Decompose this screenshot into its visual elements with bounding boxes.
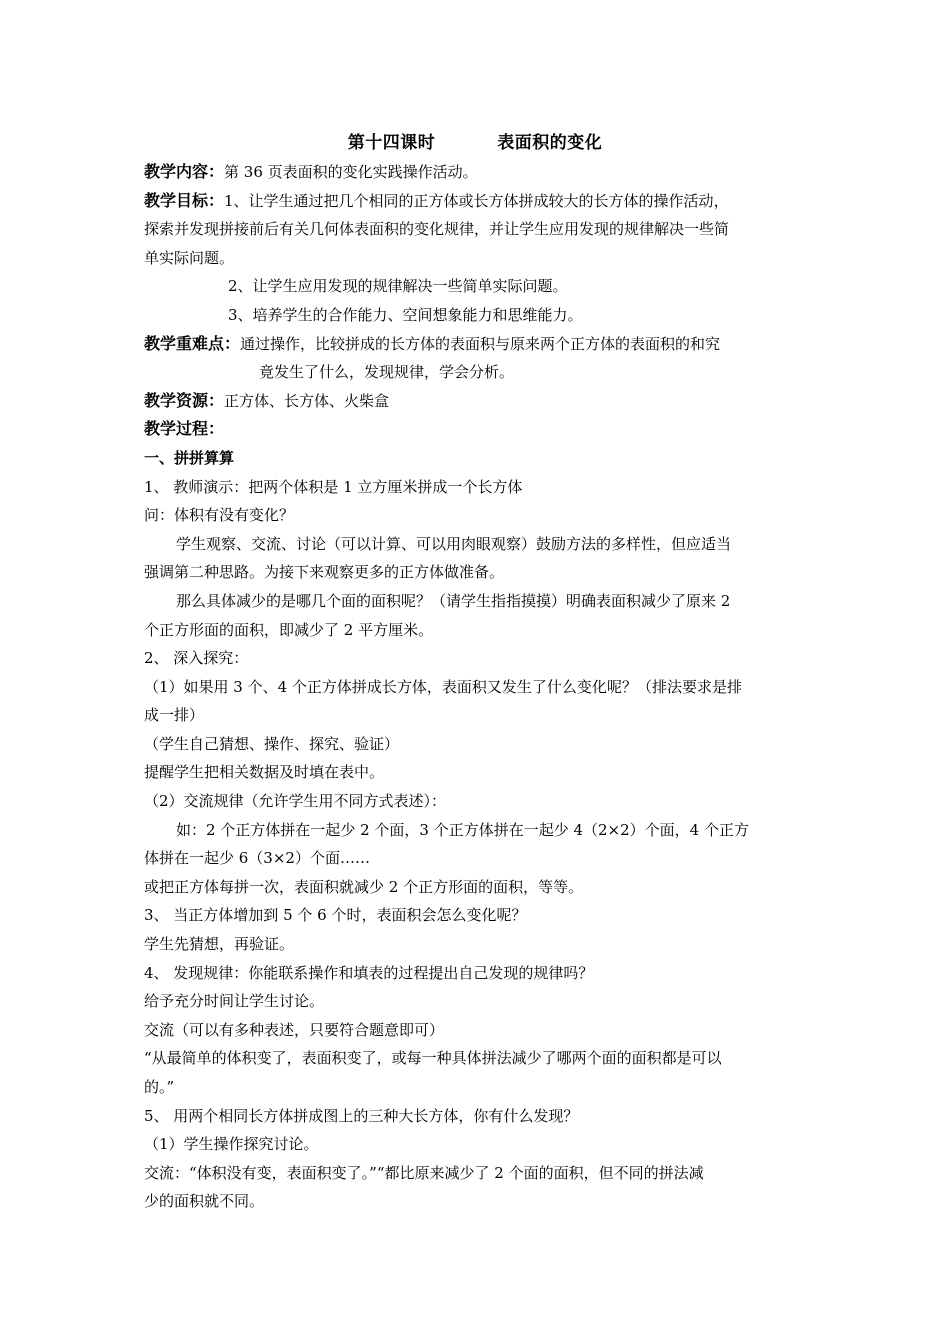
lesson-number: 第十四课时: [347, 133, 436, 153]
paragraph-line: 如：2 个正方体拼在一起少 2 个面，3 个正方体拼在一起少 4（2×2）个面，4 个正方: [176, 820, 749, 839]
paragraph-line: 学生先猜想，再验证。: [144, 935, 295, 954]
lesson-topic: 表面积的变化: [497, 133, 603, 153]
difficulty-label: 教学重难点：: [144, 333, 241, 353]
content-label: 教学内容：: [144, 162, 225, 181]
objective-1-cont: 探索并发现拼接前后有关几何体表面积的变化规律，并让学生应用发现的规律解决一些简: [144, 220, 730, 239]
resources-text: 正方体、长方体、火柴盒: [224, 391, 390, 410]
paragraph-line: 问：体积有没有变化？: [144, 506, 295, 525]
paragraph-line: 交流：“体积没有变，表面积变了。”“都比原来减少了 2 个面的面积，但不同的拼法减: [144, 1163, 704, 1182]
process-label: 教学过程：: [144, 419, 225, 439]
paragraph-line: 体拼在一起少 6（3×2）个面……: [144, 849, 370, 868]
difficulty-text: 通过操作，比较拼成的长方体的表面积与原来两个正方体的表面积的和究: [240, 334, 721, 353]
objective-1-text: 1、让学生通过把几个相同的正方体或长方体拼成较大的长方体的操作活动，: [224, 191, 729, 210]
paragraph-line: 成一排）: [144, 706, 205, 725]
objective-3: 3、培养学生的合作能力、空间想象能力和思维能力。: [228, 305, 583, 324]
document-body: [144, 158, 810, 1216]
paragraph-line: 4、 发现规律：你能联系操作和填表的过程提出自己发现的规律吗？: [144, 963, 594, 982]
paragraph-line: 5、 用两个相同长方体拼成图上的三种大长方体，你有什么发现？: [144, 1106, 579, 1125]
objective-1-end: 单实际问题。: [144, 248, 235, 267]
resources-line: [144, 387, 810, 416]
paragraph-line: 1、 教师演示：把两个体积是 1 立方厘米拼成一个长方体: [144, 477, 523, 496]
paragraph-line: 的。”: [144, 1078, 175, 1096]
paragraph-line: 给予充分时间让学生讨论。: [144, 992, 325, 1011]
paragraph-line: 或把正方体每拼一次，表面积就减少 2 个正方形面的面积，等等。: [144, 877, 584, 896]
paragraph-line: 交流（可以有多种表述，只要符合题意即可）: [144, 1020, 445, 1039]
paragraph-line: （学生自己猜想、操作、探究、验证）: [144, 734, 400, 753]
paragraph-line: 2、 深入探究：: [144, 649, 249, 668]
paragraph-line: （1）学生操作探究讨论。: [144, 1135, 319, 1154]
paragraph-line: 提醒学生把相关数据及时填在表中。: [144, 763, 385, 782]
paragraph-line: 那么具体减少的是哪几个面的面积呢？（请学生指指摸摸）明确表面积减少了原来 2: [176, 591, 731, 610]
objectives-line: [144, 187, 810, 216]
paragraph-line: 强调第二种思路。为接下来观察更多的正方体做准备。: [144, 563, 505, 582]
page-title: [0, 128, 950, 153]
resources-label: 教学资源：: [144, 390, 225, 410]
paragraph-line: “从最简单的体积变了，表面积变了，或每一种具体拼法减少了哪两个面的面积都是可以: [144, 1049, 722, 1068]
objectives-label: 教学目标：: [144, 190, 225, 210]
paragraph-line: （1）如果用 3 个、4 个正方体拼成长方体，表面积又发生了什么变化呢？（排法要求是排: [144, 677, 742, 696]
content-line: [144, 158, 810, 187]
objective-2: 2、让学生应用发现的规律解决一些简单实际问题。: [228, 277, 568, 296]
paragraph-line: 3、 当正方体增加到 5 个 6 个时，表面积会怎么变化呢？: [144, 906, 527, 925]
paragraph-line: 少的面积就不同。: [144, 1192, 265, 1211]
content-text: 第 36 页表面积的变化实践操作活动。: [224, 163, 478, 181]
process-line: [144, 415, 810, 444]
difficulty-line: [144, 330, 810, 359]
paragraph-line: 学生观察、交流、讨论（可以计算、可以用肉眼观察）鼓励方法的多样性，但应适当: [176, 534, 732, 553]
difficulty-cont: 竟发生了什么，发现规律，学会分析。: [259, 363, 515, 382]
paragraph-line: 个正方形面的面积，即减少了 2 平方厘米。: [144, 620, 434, 639]
paragraph-line: （2）交流规律（允许学生用不同方式表述）：: [144, 792, 447, 811]
section-heading: 一、拼拼算算: [144, 448, 235, 467]
